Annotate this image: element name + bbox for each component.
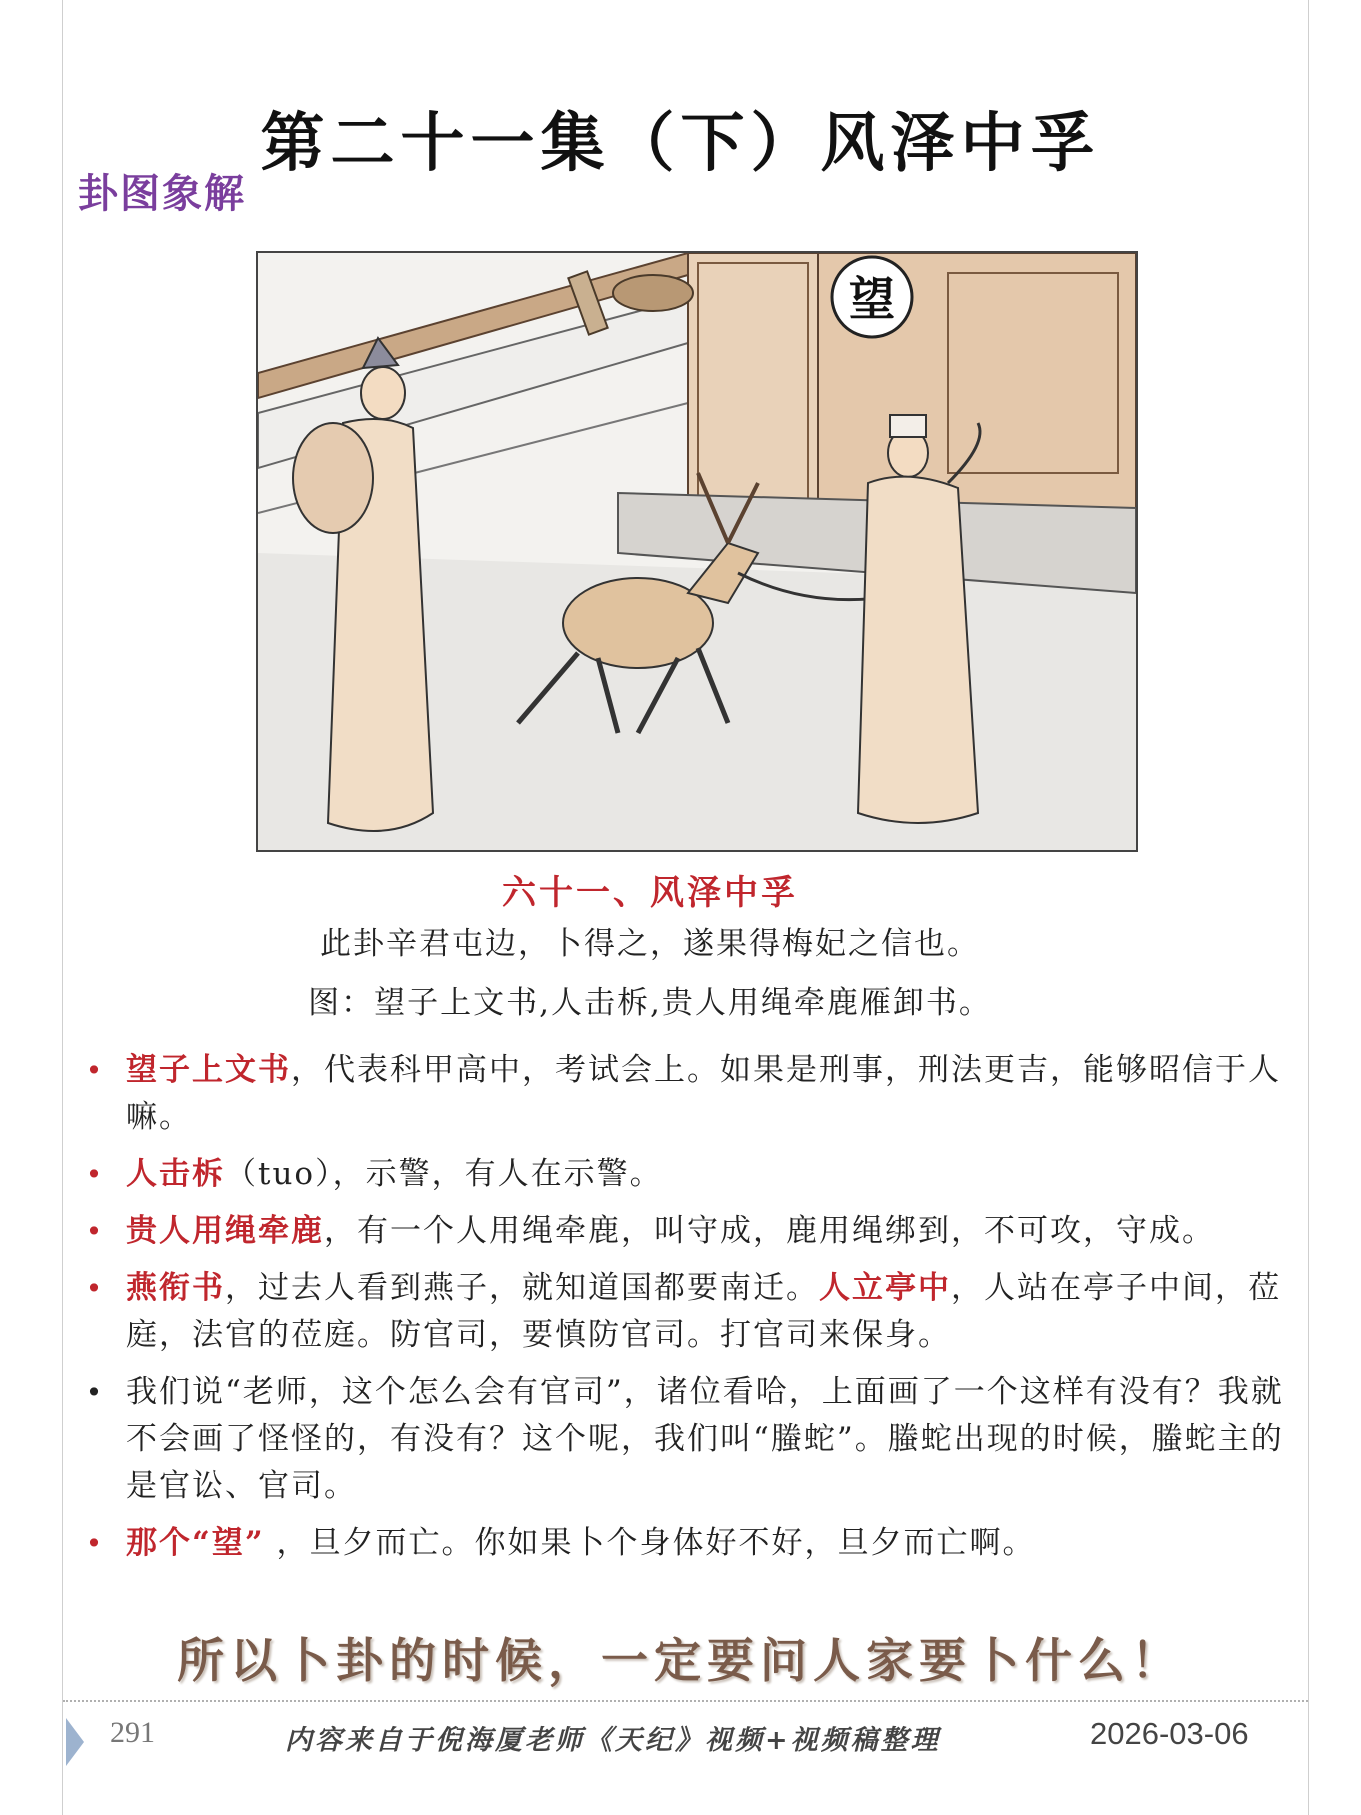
list-item	[80, 1369, 1295, 1510]
bullet-dot: •	[85, 1158, 105, 1191]
bullet-dot: •	[85, 1215, 105, 1248]
page-border-right	[1308, 0, 1309, 1815]
bullet-dot: •	[85, 1376, 105, 1409]
highlight-text: 贵人用绳牵鹿	[126, 1213, 324, 1249]
illustration-drawing	[258, 253, 1136, 850]
highlight-text: 人击柝	[126, 1156, 225, 1192]
item-text: （tuo），示警，有人在示警。	[225, 1156, 663, 1192]
item-text: 我们说“老师，这个怎么会有官司”，诸位看哈，上面画了一个这样有没有？我就不会画了怪怪的，有没有？这个呢，我们叫“螣蛇”。螣蛇出现的时候，螣蛇主的是官讼、官司。	[126, 1374, 1284, 1504]
highlight-text: 燕衔书	[126, 1270, 225, 1306]
item-text-2: ，人站在亭子中间，莅庭，法官的莅庭。防官司，要慎防官司。打官司来保身。	[126, 1270, 1281, 1353]
list-item	[80, 1265, 1295, 1359]
page-number: 291	[110, 1716, 155, 1749]
list-item	[80, 1520, 1295, 1567]
footer-date: 2026-03-06	[1090, 1716, 1249, 1751]
footer-divider	[63, 1700, 1308, 1702]
conclusion-text: 所以卜卦的时候，一定要问人家要卜什么！	[177, 1634, 1184, 1689]
list-item	[80, 1047, 1295, 1141]
page-title: 第二十一集（下）风泽中孚	[260, 106, 1101, 181]
hexagram-illustration	[256, 251, 1138, 852]
highlight-text: 那个“望”	[126, 1525, 265, 1561]
item-text: ，过去人看到燕子，就知道国都要南迁。	[225, 1270, 819, 1306]
sign-character: 望	[849, 272, 895, 326]
highlight-text-2: 人立亭中	[819, 1270, 951, 1306]
hexagram-subtitle: 六十一、风泽中孚	[502, 873, 798, 913]
triangle-arrow-icon	[66, 1718, 84, 1766]
item-text: ，有一个人用绳牵鹿，叫守成，鹿用绳绑到，不可攻，守成。	[324, 1213, 1215, 1249]
bullet-dot: •	[85, 1054, 105, 1087]
bullet-dot: •	[85, 1527, 105, 1560]
explanation-list	[80, 1047, 1295, 1577]
footer-source: 内容来自于倪海厦老师《天纪》视频+视频稿整理	[285, 1725, 941, 1756]
item-text: ，旦夕而亡。你如果卜个身体好不好，旦夕而亡啊。	[264, 1525, 1036, 1561]
section-label: 卦图象解	[78, 170, 246, 217]
item-text: ，代表科甲高中，考试会上。如果是刑事，刑法更吉，能够昭信于人嘛。	[126, 1052, 1281, 1135]
caption-line-1: 此卦辛君屯边，卜得之，遂果得梅妃之信也。	[320, 926, 980, 962]
list-item	[80, 1208, 1295, 1255]
list-item	[80, 1151, 1295, 1198]
highlight-text: 望子上文书	[126, 1052, 291, 1088]
bullet-dot: •	[85, 1272, 105, 1305]
caption-line-2: 图：望子上文书,人击柝,贵人用绳牵鹿雁卸书。	[308, 985, 992, 1021]
